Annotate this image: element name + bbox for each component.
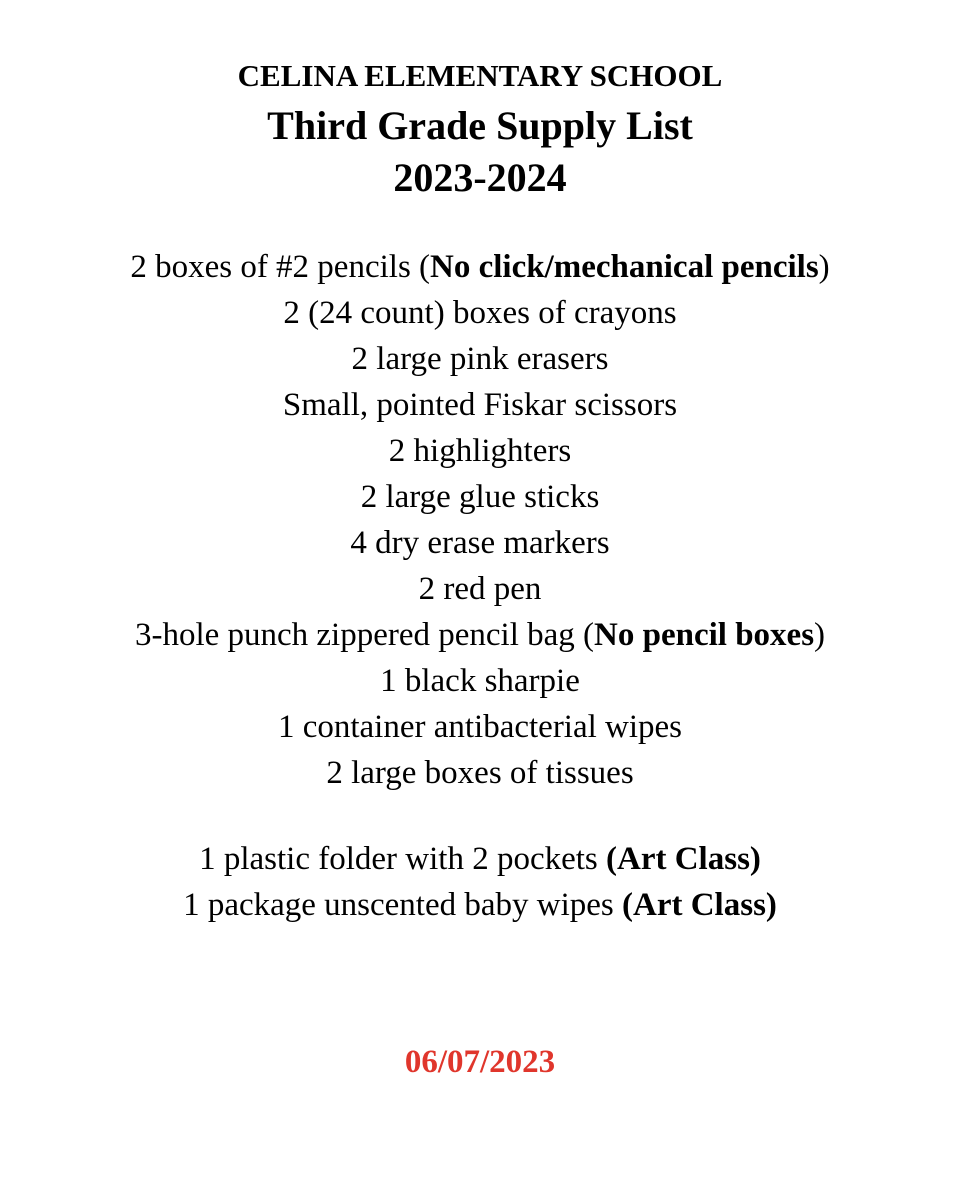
art-supply-list [0, 836, 960, 928]
list-date: 06/07/2023 [404, 1044, 556, 1080]
item-note: No pencil boxes [594, 617, 815, 653]
list-item: 4 dry erase markers [350, 525, 610, 561]
list-item: 1 container antibacterial wipes [277, 709, 683, 745]
list-item: 2 large glue sticks [360, 479, 600, 515]
school-name: CELINA ELEMENTARY SCHOOL [237, 58, 723, 93]
supply-list [0, 244, 960, 796]
list-item: 2 highlighters [388, 433, 572, 469]
list-item: 2 boxes of #2 pencils (No click/mechanical pencils) [130, 249, 830, 285]
list-item: 1 black sharpie [380, 663, 580, 699]
item-note: (Art Class) [606, 841, 761, 877]
list-item: 2 large boxes of tissues [326, 755, 634, 791]
list-item: 1 plastic folder with 2 pockets (Art Class) [199, 841, 761, 877]
list-item: 2 (24 count) boxes of crayons [283, 295, 677, 331]
page-title: Third Grade Supply List [267, 103, 693, 148]
list-item: 1 package unscented baby wipes (Art Class) [183, 887, 777, 923]
list-item: Small, pointed Fiskar scissors [282, 387, 678, 423]
list-item: 3-hole punch zippered pencil bag (No pencil boxes) [134, 617, 826, 653]
list-item: 2 large pink erasers [351, 341, 609, 377]
school-year: 2023-2024 [393, 155, 567, 200]
list-item: 2 red pen [418, 571, 542, 607]
item-note: No click/mechanical pencils [430, 249, 819, 285]
item-note: (Art Class) [622, 887, 777, 923]
